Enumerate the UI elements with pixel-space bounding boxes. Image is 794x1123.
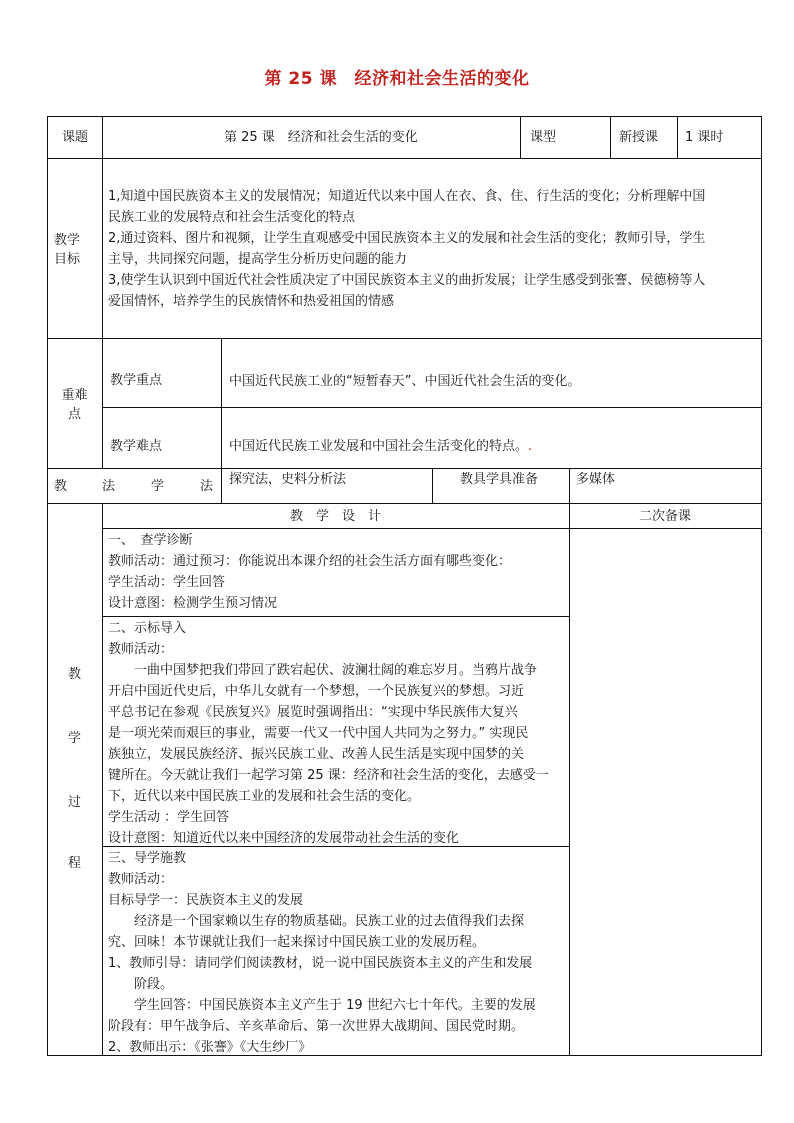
col-divider	[432, 468, 433, 503]
zhongdian-value: 中国近代民族工业的“短暂春天”、中国近代社会生活的变化。	[229, 374, 581, 389]
keshi-value: 1 课时	[685, 130, 724, 145]
col-divider	[102, 503, 103, 1055]
section-line: 教师活动：通过预习：你能说出本课介绍的社会生活方面有哪些变化：	[108, 554, 512, 569]
col-divider	[102, 158, 103, 338]
label-keti: 课题	[62, 130, 89, 145]
process-side-char: 学	[67, 731, 81, 746]
process-side-char: 教	[67, 667, 81, 682]
col-divider	[102, 338, 103, 468]
section-line: 阶段。	[108, 977, 174, 992]
section-line: 设计意图：知道近代以来中国经济的发展带动社会生活的变化	[108, 831, 460, 846]
kexing-value: 新授课	[619, 130, 659, 145]
section-line: 2、教师出示：《张謇》《大生纱厂》	[108, 1040, 312, 1055]
table-border-top	[47, 116, 762, 117]
goal-line: 1,知道中国民族资本主义的发展情况；知道近代以来中国人在衣、食、住、行生活的变化；分析理解中国	[108, 189, 706, 204]
section-line: 阶段有：甲午战争后、辛亥革命后、第一次世界大战期间、国民党时期。	[108, 1019, 525, 1034]
section-line: 族独立，发展民族经济、振兴民族工业、改善人民生活是实现中国梦的关	[108, 747, 525, 762]
section-line: 一、 查学诊断	[108, 533, 193, 548]
methods-label-char: 法	[102, 479, 116, 494]
section-line: 三、导学施教	[108, 851, 187, 866]
row-divider	[47, 338, 762, 339]
backup-header: 二次备课	[638, 509, 691, 524]
section-teaching	[108, 848, 536, 1058]
col-divider	[520, 116, 521, 158]
section-line: 学生活动：学生回答	[108, 575, 226, 590]
tools-label: 教具学具准备	[460, 472, 539, 487]
section-line: 下，近代以来中国民族工业的发展和社会生活的变化。	[108, 789, 421, 804]
section-line: 开启中国近代史后，中华儿女就有一个梦想，一个民族复兴的梦想。习近	[108, 684, 525, 699]
section-line: 究、回味！本节课就让我们一起来探讨中国民族工业的发展历程。	[108, 935, 486, 950]
goals-label: 目标	[54, 252, 81, 267]
goal-line: 主导，共同探究问题，提高学生分析历史问题的能力	[108, 252, 408, 267]
nandian-value	[229, 436, 532, 457]
table-border-left	[47, 116, 48, 1056]
section-line: 1、教师引导：请同学们阅读教材，说一说中国民族资本主义的产生和发展	[108, 956, 533, 971]
keti-value: 第 25 课 经济和社会生活的变化	[224, 130, 418, 145]
nandian-text: 中国近代民族工业发展和中国社会生活变化的特点。	[229, 439, 529, 454]
section-line: 是一项光荣而艰巨的事业，需要一代又一代中国人共同为之努力。” 实现民	[108, 726, 529, 741]
col-divider	[610, 116, 611, 158]
goal-line: 2,通过资料、图片和视频，让学生直观感受中国民族资本主义的发展和社会生活的变化；教师引导，学生	[108, 231, 706, 246]
nandian-label: 教学难点	[110, 439, 163, 454]
col-divider	[221, 338, 222, 468]
col-divider	[221, 468, 222, 503]
row-divider	[102, 616, 569, 617]
section-line: 学生活动 ：学生回答	[108, 810, 230, 825]
methods-label-char: 法	[200, 479, 214, 494]
process-side-char: 程	[67, 856, 81, 871]
section-line: 目标导学一：民族资本主义的发展	[108, 893, 304, 908]
section-line: 一曲中国梦把我们带回了跌宕起伏、波澜壮阔的难忘岁月。当鸦片战争	[108, 663, 538, 678]
keypoints-label: 重难	[61, 388, 88, 403]
section-check	[108, 530, 511, 614]
tools-value: 多媒体	[576, 472, 616, 487]
page-title: 第 25 课 经济和社会生活的变化	[264, 69, 530, 89]
zhongdian-label: 教学重点	[110, 373, 163, 388]
nandian-mark: .	[528, 439, 533, 454]
keypoints-label: 点	[67, 407, 81, 422]
section-line: 教师活动：	[108, 872, 174, 887]
table-border-right	[761, 116, 762, 1056]
section-line: 学生回答：中国民族资本主义产生于 19 世纪六七十年代。主要的发展	[108, 998, 536, 1013]
section-line: 教师活动：	[108, 642, 174, 657]
goal-line: 3,使学生认识到中国近代社会性质决定了中国民族资本主义的曲折发展；让学生感受到张謇、侯德榜等人	[108, 273, 706, 288]
col-divider	[102, 116, 103, 158]
methods-value: 探究法，史料分析法	[229, 472, 347, 487]
methods-label-char: 学	[151, 479, 165, 494]
row-divider	[47, 158, 762, 159]
col-divider	[677, 116, 678, 158]
goals-label: 教学	[54, 233, 81, 248]
row-divider	[47, 503, 762, 504]
label-kexing: 课型	[530, 130, 557, 145]
section-line: 经济是一个国家赖以生存的物质基础。民族工业的过去值得我们去探	[108, 914, 525, 929]
section-line: 设计意图：检测学生预习情况	[108, 596, 278, 611]
methods-label-char: 教	[54, 479, 68, 494]
goal-line: 民族工业的发展特点和社会生活变化的特点	[108, 210, 356, 225]
row-divider	[102, 528, 762, 529]
col-divider	[569, 468, 570, 503]
process-side-char: 过	[67, 795, 81, 810]
section-intro	[108, 618, 549, 849]
row-divider	[47, 468, 762, 469]
design-header: 教 学 设 计	[289, 509, 381, 524]
section-line: 平总书记在参观《民族复兴》展览时强调指出：“实现中华民族伟大复兴	[108, 705, 518, 720]
section-line: 二、示标导入	[108, 621, 187, 636]
row-divider	[102, 407, 762, 408]
goals-text	[108, 186, 705, 312]
goal-line: 爱国情怀，培养学生的民族情怀和热爱祖国的情感	[108, 294, 395, 309]
section-line: 键所在。今天就让我们一起学习第 25 课：经济和社会生活的变化，去感受一	[108, 768, 549, 783]
col-divider	[569, 503, 570, 1055]
